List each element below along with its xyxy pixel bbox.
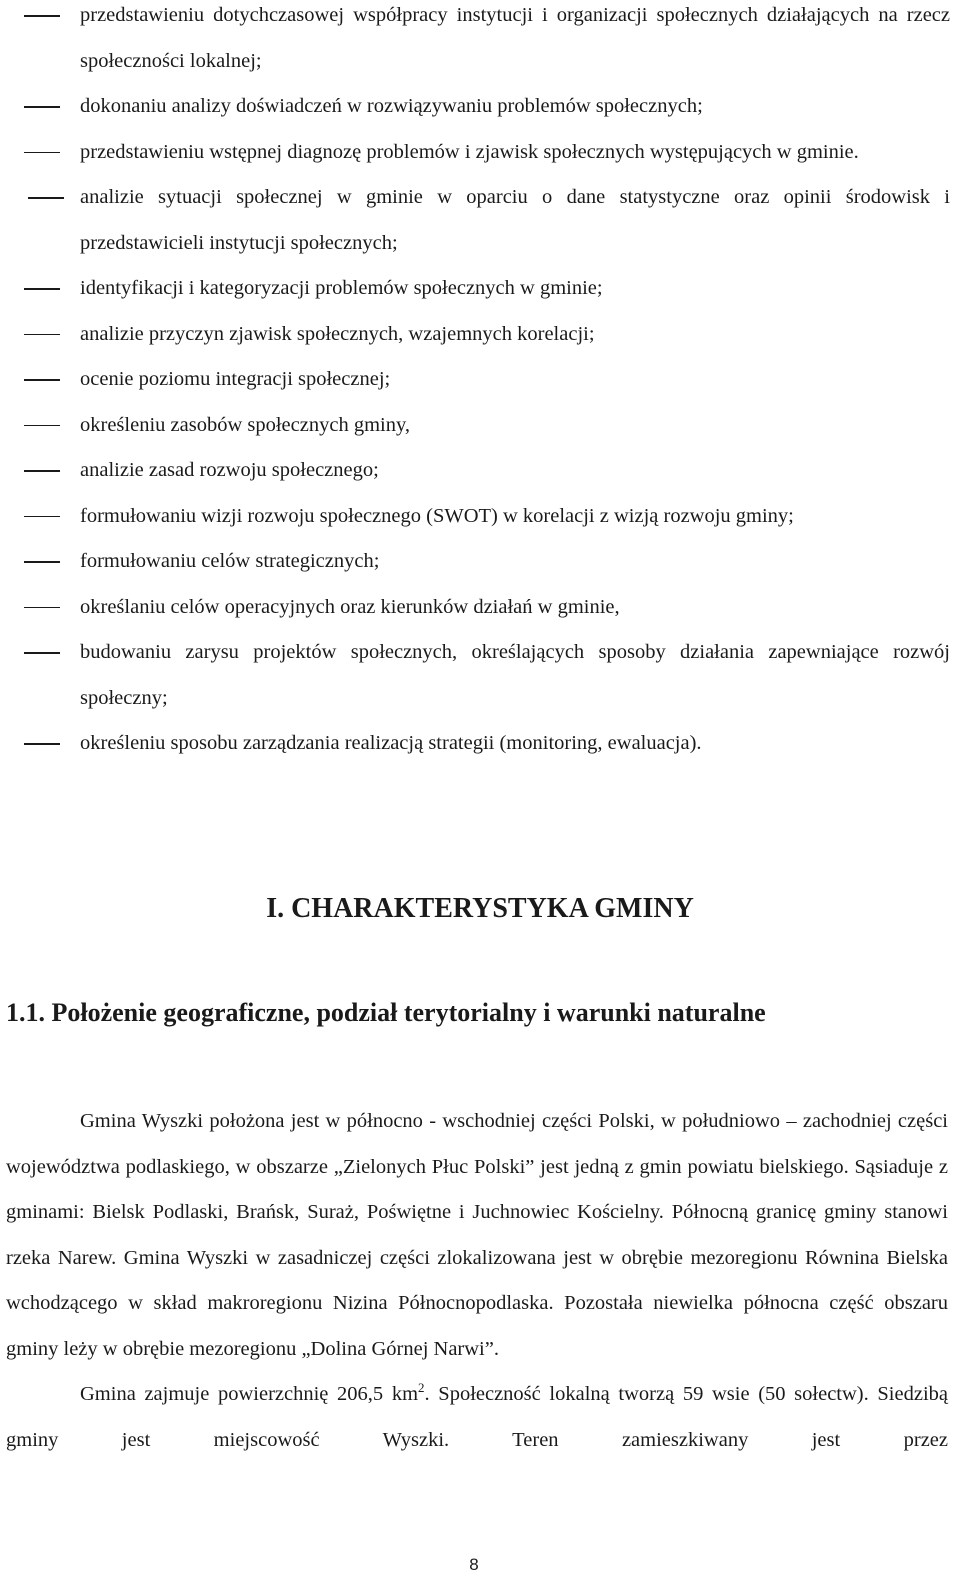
section-heading: I. CHARAKTERYSTYKA GMINY	[266, 893, 694, 924]
list-item-text: formułowaniu celów strategicznych;	[80, 550, 380, 572]
list-item-text: formułowaniu wizji rozwoju społecznego (SWOT) w korelacji z wizją rozwoju gminy;	[80, 504, 794, 527]
list-item	[0, 494, 960, 540]
list-item	[0, 403, 960, 449]
dash-bullet-icon	[24, 652, 60, 654]
dash-bullet-icon	[24, 106, 60, 108]
list-item-text: budowaniu zarysu projektów społecznych, określających sposoby działania zapewniające rozwój społeczny;	[80, 641, 950, 709]
dash-bullet-icon	[24, 607, 60, 609]
dash-bullet-icon	[24, 288, 60, 290]
bullet-list	[0, 0, 960, 767]
list-item-text: dokonaniu analizy doświadczeń w rozwiązywaniu problemów społecznych;	[80, 95, 703, 117]
list-item-text: określaniu celów operacyjnych oraz kierunków działań w gminie,	[80, 595, 620, 618]
dash-bullet-icon	[24, 15, 60, 17]
list-item-text: określeniu zasobów społecznych gminy,	[80, 413, 411, 436]
list-item	[0, 721, 960, 767]
paragraph-text: . Społeczność lokalną tworzą 59 wsie (50 sołectw). Siedzibą gminy jest miejscowość Wyszki. Teren zamieszkiwany jest przez	[6, 1383, 948, 1451]
list-item-text: analizie przyczyn zjawisk społecznych, wzajemnych korelacji;	[80, 322, 595, 345]
list-item-text: analizie zasad rozwoju społecznego;	[80, 459, 379, 481]
dash-bullet-icon	[24, 425, 60, 427]
dash-bullet-icon	[24, 561, 60, 563]
list-item-text: identyfikacji i kategoryzacji problemów społecznych w gminie;	[80, 277, 603, 299]
dash-bullet-icon	[24, 470, 60, 472]
list-item	[0, 0, 960, 84]
list-item	[0, 175, 960, 266]
superscript: 2	[418, 1380, 425, 1396]
paragraph-text: Gmina zajmuje powierzchnię 206,5 km	[80, 1383, 419, 1405]
list-item	[0, 585, 960, 631]
dash-bullet-icon	[24, 379, 60, 381]
list-item	[0, 448, 960, 494]
subsection-heading: 1.1. Położenie geograficzne, podział terytorialny i warunki naturalne	[6, 998, 766, 1027]
list-item	[0, 357, 960, 403]
dash-bullet-icon	[24, 152, 60, 154]
list-item	[0, 539, 960, 585]
body-text	[6, 1099, 948, 1463]
paragraph	[6, 1372, 948, 1463]
list-item-text: ocenie poziomu integracji społecznej;	[80, 368, 391, 390]
list-item	[0, 630, 960, 721]
list-item	[0, 266, 960, 312]
list-item	[0, 84, 960, 130]
list-item-text: przedstawieniu dotychczasowej współpracy instytucji i organizacji społecznych działających na rzecz społeczności lokalnej;	[80, 4, 950, 72]
list-item-text: przedstawieniu wstępnej diagnozę problemów i zjawisk społecznych występujących w gminie.	[80, 140, 859, 163]
dash-bullet-icon	[24, 334, 60, 336]
dash-bullet-icon	[24, 516, 60, 518]
dash-bullet-icon	[24, 743, 60, 745]
paragraph: Gmina Wyszki położona jest w północno - wschodniej części Polski, w południowo – zachodniej części województwa podlaskiego, w obszarze „Zielonych Płuc Polski” jest jedną z gmin powiatu bielskiego. Sąsiaduje z gminami: Bielsk Podlaski, Brańsk, Suraż, Poświętne i Juchnowiec Kościelny. Północną granicę gminy stanowi rzeka Narew. Gmina Wyszki w zasadniczej części zlokalizowana jest w obrębie mezoregionu Równina Bielska wchodzącego w skład makroregionu Nizina Północnopodlaska. Pozostała niewielka północna część obszaru gminy leży w obrębie mezoregionu „Dolina Górnej Narwi”.	[6, 1110, 948, 1360]
list-item-text: określeniu sposobu zarządzania realizacją strategii (monitoring, ewaluacja).	[80, 732, 702, 754]
page-number: 8	[469, 1555, 479, 1574]
list-item-text: analizie sytuacji społecznej w gminie w oparciu o dane statystyczne oraz opinii środowisk i przedstawicieli instytucji społecznych;	[80, 186, 950, 254]
list-item	[0, 130, 960, 176]
dash-bullet-icon	[28, 197, 64, 199]
list-item	[0, 312, 960, 358]
